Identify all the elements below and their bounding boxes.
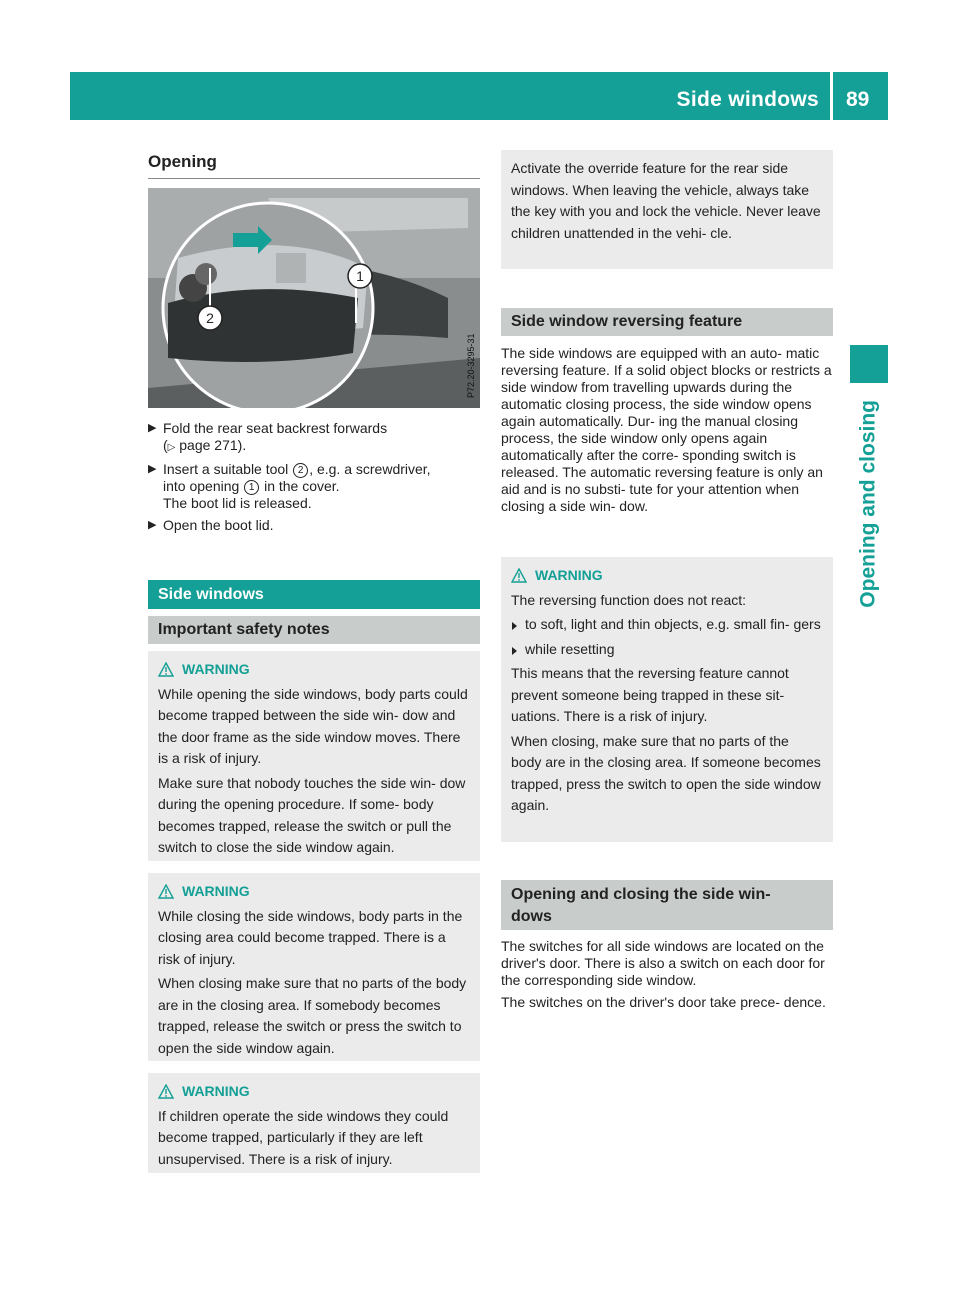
callout-number: 1 [244,480,259,495]
warning-text: While closing the side windows, body parts in the closing area could become trapped. There is a risk of injury. [158,907,463,967]
warning-triangle-icon [158,884,174,899]
override-note-box [501,150,833,269]
bullet-item: while resetting [511,639,823,661]
step-item: ▶ Insert a suitable tool 2 , e.g. a screwdriver, into opening 1 in the cover. The boot lid is released. [148,461,431,511]
svg-text:1: 1 [356,268,364,284]
warning-triangle-icon [158,1084,174,1099]
warning-text: When closing, make sure that no parts of the body are in the closing area. If someone becomes trapped, press the switch to open the side window again. [511,732,821,813]
warning-text: Make sure that nobody touches the side win- dow during the opening procedure. If some- body becomes trapped, release the switch or pull the switch to close the side window again. [158,774,466,855]
warning-label: WARNING [182,883,250,899]
page-ref-icon: ▷ [167,442,176,453]
bullet-item: to soft, light and thin objects, e.g. small fin- gers [511,614,823,636]
page-ref-link[interactable]: page 271). [175,437,247,453]
opening-closing-text: The switches for all side windows are located on the driver's door. There is also a switch on each door for the corresponding side window. The switches on the driver's door take prece- dence. [501,938,826,1010]
svg-text:2: 2 [206,310,214,326]
heading-rule [148,178,480,179]
callout-number: 2 [293,463,308,478]
warning-box [148,873,480,1061]
step-item: ▶ Open the boot lid. [148,517,274,533]
warning-box [148,1073,480,1173]
reversing-text: The side windows are equipped with an auto- matic reversing feature. If a solid object blocks or restricts a side window from travelling upwards during the automatic closing process, the side window opens again automatically. Dur- ing the manual closing process, the side window only opens again automatically after the corre- sponding switch is released. The automatic reversing feature is only an aid and is no substi- tute for your attention when closing a side win- dow. [501,345,832,514]
warning-text: While opening the side windows, body parts could become trapped between the side win- dow and the door frame as the side window moves. There is a risk of injury. [158,685,468,766]
warning-text: If children operate the side windows they could become trapped, particularly if they are left unsupervised. There is a risk of injury. [158,1107,449,1167]
arrow-right-icon: ▶ [148,422,157,434]
step-item: ▶ Fold the rear seat backrest forwards (▷ page 271). [148,420,388,453]
warning-text: This means that the reversing feature cannot prevent someone being trapped in these sit- uations. There is a risk of injury. [511,665,789,724]
section-opening-closing: Opening and closing the side win- dows [501,880,833,930]
warning-triangle-icon [158,662,174,677]
section-side-windows: Side windows [148,580,480,609]
warning-label: WARNING [535,567,603,583]
side-tab-marker [850,345,888,383]
header-divider [830,72,833,120]
arrow-right-icon: ▶ [148,519,157,531]
warning-triangle-icon [511,568,527,583]
warning-label: WARNING [182,1083,250,1099]
warning-text: The reversing function does not react: [511,591,747,608]
instruction-steps [148,420,480,539]
opening-heading: Opening [148,152,217,171]
photo-code: P72.20-3295-31 [466,333,476,398]
boot-opening-photo [148,188,480,408]
page-number: 89 [846,88,870,111]
warning-text: When closing make sure that no parts of the body are in the closing area. If somebody becomes trapped, release the switch or press the switch to open the side window again. [158,975,467,1056]
warning-box [148,651,480,861]
arrow-right-icon: ▶ [148,463,157,475]
warning-box [501,557,833,842]
section-reversing-feature: Side window reversing feature [501,308,833,336]
page-title: Side windows [676,88,819,111]
override-note: Activate the override feature for the rear side windows. When leaving the vehicle, always take the key with you and lock the vehicle. Never leave children unattended in the vehi- cle. [511,160,821,241]
section-safety-notes: Important safety notes [148,616,480,644]
warning-label: WARNING [182,661,250,677]
